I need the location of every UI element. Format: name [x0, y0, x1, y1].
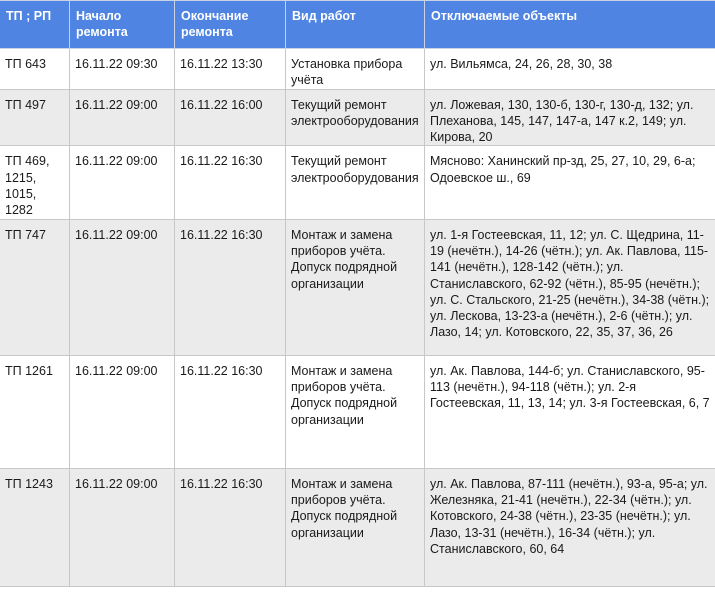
cell-tp: ТП 1261: [0, 355, 70, 468]
cell-start: 16.11.22 09:00: [70, 89, 175, 146]
cell-end: 16.11.22 16:30: [175, 146, 286, 219]
cell-objects: ул. Ложевая, 130, 130-б, 130-г, 130-д, 132; ул. Плеханова, 145, 147, 147-а, 147 к.2, 149; ул. Кирова, 20: [425, 89, 715, 146]
cell-work: Текущий ремонт электрооборудования: [286, 146, 425, 219]
cell-tp: ТП 497: [0, 89, 70, 146]
cell-objects: ул. Ак. Павлова, 144-б; ул. Станиславского, 95-113 (нечётн.), 94-118 (чётн.); ул. 2-я Гостеевская, 11, 13, 14; ул. 3-я Гостеевская, 6, 7: [425, 355, 715, 468]
cell-start: 16.11.22 09:00: [70, 355, 175, 468]
cell-end: 16.11.22 16:30: [175, 468, 286, 586]
table-row: [0, 468, 715, 586]
table-row: [0, 146, 715, 219]
cell-tp: ТП 643: [0, 49, 70, 90]
cell-objects: ул. Вильямса, 24, 26, 28, 30, 38: [425, 49, 715, 90]
table-row: [0, 49, 715, 90]
cell-tp: ТП 747: [0, 219, 70, 355]
cell-tp: ТП 469, 1215, 1015, 1282: [0, 146, 70, 219]
header-end: Окончание ремонта: [175, 1, 286, 49]
cell-objects: Мясново: Ханинский пр-зд, 25, 27, 10, 29, 6-а; Одоевское ш., 69: [425, 146, 715, 219]
cell-end: 16.11.22 16:30: [175, 355, 286, 468]
cell-work: Установка прибора учёта: [286, 49, 425, 90]
cell-work: Монтаж и замена приборов учёта. Допуск подрядной организации: [286, 355, 425, 468]
header-work: Вид работ: [286, 1, 425, 49]
cell-start: 16.11.22 09:00: [70, 219, 175, 355]
header-start: Начало ремонта: [70, 1, 175, 49]
cell-end: 16.11.22 13:30: [175, 49, 286, 90]
table-row: [0, 355, 715, 468]
cell-start: 16.11.22 09:30: [70, 49, 175, 90]
cell-objects: ул. 1-я Гостеевская, 11, 12; ул. С. Щедрина, 11-19 (нечётн.), 14-26 (чётн.); ул. Ак. Павлова, 115-141 (нечётн.), 128-142 (чётн.); ул. Станиславского, 62-92 (чётн.), 85-95 (нечётн.); ул. С. Стальского, 21-25 (нечётн.), 34-38 (чётн.); ул. Лескова, 13-23-а (нечётн.), 2-6 (чётн.); ул. Лазо, 14; ул. Котовского, 22, 35, 37, 36, 26: [425, 219, 715, 355]
cell-end: 16.11.22 16:30: [175, 219, 286, 355]
header-objects: Отключаемые объекты: [425, 1, 715, 49]
cell-work: Монтаж и замена приборов учёта. Допуск подрядной организации: [286, 219, 425, 355]
cell-end: 16.11.22 16:00: [175, 89, 286, 146]
table-row: [0, 89, 715, 146]
table-row: [0, 219, 715, 355]
cell-start: 16.11.22 09:00: [70, 468, 175, 586]
cell-work: Текущий ремонт электрооборудования: [286, 89, 425, 146]
cell-tp: ТП 1243: [0, 468, 70, 586]
cell-work: Монтаж и замена приборов учёта. Допуск подрядной организации: [286, 468, 425, 586]
cell-objects: ул. Ак. Павлова, 87-111 (нечётн.), 93-а, 95-а; ул. Железняка, 21-41 (нечётн.), 22-34 (чётн.); ул. Котовского, 24-38 (чётн.), 23-35 (нечётн.); ул. Лазо, 13-31 (нечётн.), 16-34 (чётн.); ул. Станиславского, 60, 64: [425, 468, 715, 586]
header-tp: ТП ; РП: [0, 1, 70, 49]
table-header-row: [0, 1, 715, 49]
cell-start: 16.11.22 09:00: [70, 146, 175, 219]
